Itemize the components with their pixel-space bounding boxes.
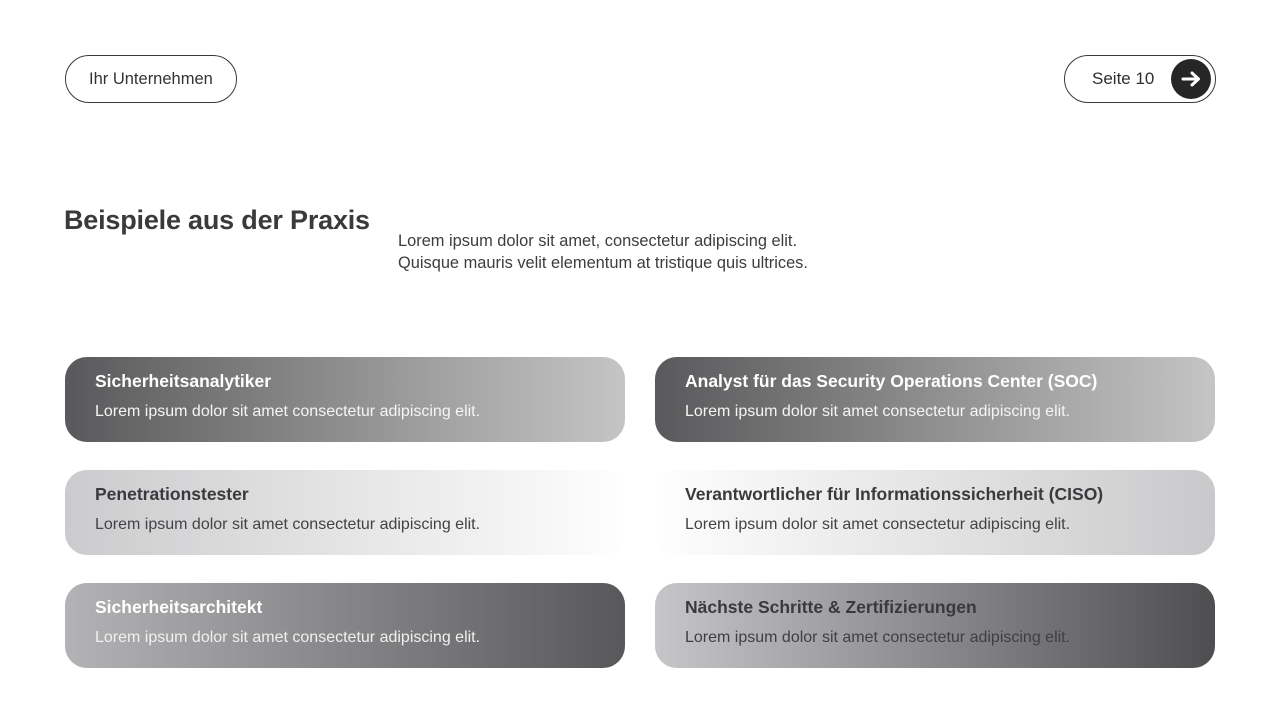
role-card [65,470,625,555]
role-card-subtitle: Lorem ipsum dolor sit amet consectetur adipiscing elit. [95,403,481,420]
role-card-title: Sicherheitsarchitekt [95,597,263,617]
role-card-title: Analyst für das Security Operations Center (SOC) [685,371,1098,391]
next-page-button[interactable] [1171,59,1211,99]
role-card [655,583,1215,668]
role-card-title: Sicherheitsanalytiker [95,371,272,391]
role-card-title: Verantwortlicher für Informationssicherheit (CISO) [685,484,1104,504]
role-card-subtitle: Lorem ipsum dolor sit amet consectetur adipiscing elit. [95,516,481,533]
company-pill-label: Ihr Unternehmen [89,69,213,88]
cards-grid [65,357,1215,668]
page-description [398,231,808,274]
arrow-right-icon [1181,71,1201,87]
role-card-title: Penetrationstester [95,484,249,504]
role-card [655,470,1215,555]
role-card-subtitle: Lorem ipsum dolor sit amet consectetur adipiscing elit. [95,629,481,646]
role-card [65,357,625,442]
description-line-2: Quisque mauris velit elementum at tristique quis ultrices. [398,253,808,272]
page-pill[interactable] [1064,55,1216,103]
role-card [655,357,1215,442]
page-pill-label: Seite 10 [1092,69,1155,88]
role-card [65,583,625,668]
role-card-subtitle: Lorem ipsum dolor sit amet consectetur adipiscing elit. [685,629,1071,646]
role-card-subtitle: Lorem ipsum dolor sit amet consectetur adipiscing elit. [685,403,1071,420]
role-card-subtitle: Lorem ipsum dolor sit amet consectetur adipiscing elit. [685,516,1071,533]
description-line-1: Lorem ipsum dolor sit amet, consectetur adipiscing elit. [398,232,798,250]
company-pill [65,55,237,103]
page-title: Beispiele aus der Praxis [64,205,370,235]
role-card-title: Nächste Schritte & Zertifizierungen [685,597,977,617]
